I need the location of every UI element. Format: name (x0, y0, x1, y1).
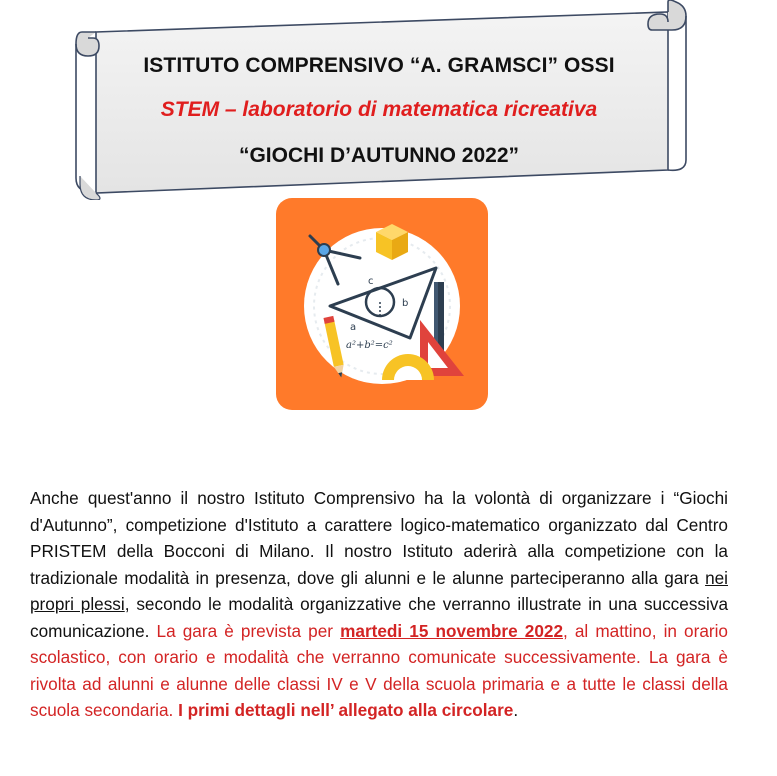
logo-label-b: b (402, 298, 409, 309)
organisation-text: , secondo le modalità organizzative che verranno illustrate in una successiva comunicazione. (30, 594, 728, 641)
title-scroll-banner (0, 0, 777, 200)
final-period: . (513, 700, 519, 720)
attachment-note: I primi dettagli nell’ allegato alla circolare (178, 700, 514, 720)
lab-title: STEM – laboratorio di matematica ricreativa (160, 98, 598, 121)
logo-label-c: c (368, 276, 374, 287)
schedule-text: , al mattino, in orario scolastico, con orario e modalità che verranno comunicate successivamente. La gara è rivolta ad alunni e alunne delle classi IV e V della scuola primaria e a tutte le classi della scuola secondaria. (30, 620, 728, 720)
event-date: martedi 15 novembre 2022 (340, 620, 563, 641)
venue-underlined: nei propri plessi (30, 567, 728, 614)
event-title: “GIOCHI D’AUTUNNO 2022” (238, 144, 520, 167)
math-geometry-icon (276, 198, 488, 410)
intro-text: Anche quest'anno il nostro Istituto Comprensivo ha la volontà di organizzare i “Giochi d'Autunno”, competizione d'Istituto a carattere logico-matematico organizzato dal Centro PRISTEM della Bocconi di Milano. Il nostro Istituto aderirà alla competizione con la tradizionale modalità in presenza, dove gli alunni e le alunne parteciperanno alla gara (30, 488, 728, 588)
logo-label-a: a (350, 322, 357, 333)
date-intro: La gara è prevista per (156, 620, 341, 641)
logo-formula: a²+b²=c² (346, 340, 393, 351)
school-name: ISTITUTO COMPRENSIVO “A. GRAMSCI” OSSI (143, 54, 615, 77)
announcement-paragraph (30, 485, 728, 724)
